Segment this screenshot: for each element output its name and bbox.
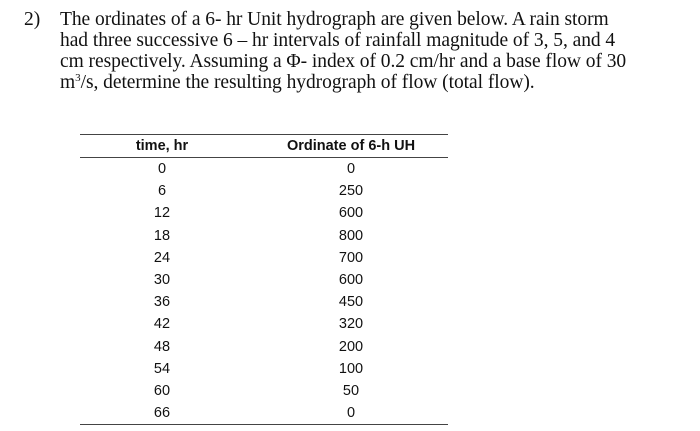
cell-time: 30: [153, 271, 171, 288]
table-row: [80, 159, 448, 181]
table-row: [80, 270, 448, 292]
table-bottom-rule: [80, 424, 448, 425]
cell-ordinate: 200: [338, 338, 364, 355]
problem-number: 2): [24, 9, 41, 30]
problem-line-4: [60, 72, 684, 93]
cell-ordinate: 100: [338, 360, 364, 377]
unit-base: m: [60, 72, 76, 93]
cell-time: 24: [153, 249, 171, 266]
cell-ordinate: 600: [338, 205, 364, 222]
table-row: [80, 403, 448, 425]
cell-time: 12: [153, 205, 171, 222]
cell-time: 66: [153, 405, 171, 422]
cell-ordinate: 50: [342, 382, 360, 399]
unit-exponent: 3: [75, 72, 81, 84]
table-row: [80, 292, 448, 314]
cell-time: 36: [153, 294, 171, 311]
cell-time: 6: [157, 183, 167, 200]
table-header-rule: [80, 157, 448, 158]
problem-line-2: had three successive 6 – hr intervals of rainfall magnitude of 3, 5, and 4: [60, 30, 616, 51]
cell-ordinate: 600: [338, 271, 364, 288]
cell-time: 54: [153, 360, 171, 377]
table-row: [80, 181, 448, 203]
problem-statement: [24, 9, 684, 93]
header-time: time, hr: [135, 138, 189, 154]
table-row: [80, 359, 448, 381]
cell-ordinate: 800: [338, 227, 364, 244]
table-row: [80, 314, 448, 336]
table-body: [80, 159, 448, 425]
cell-ordinate: 250: [338, 183, 364, 200]
table-top-rule: [80, 134, 448, 135]
cell-time: 42: [153, 316, 171, 333]
cell-ordinate: 320: [338, 316, 364, 333]
table-row: [80, 337, 448, 359]
cell-time: 60: [153, 382, 171, 399]
problem-text: [60, 9, 684, 93]
cell-ordinate: 0: [346, 405, 356, 422]
table-row: [80, 226, 448, 248]
cell-ordinate: 700: [338, 249, 364, 266]
cell-ordinate: 450: [338, 294, 364, 311]
cell-time: 18: [153, 227, 171, 244]
cell-time: 0: [157, 161, 167, 177]
table-row: [80, 381, 448, 403]
table-row: [80, 248, 448, 270]
table-row: [80, 203, 448, 225]
header-ordinate: Ordinate of 6-h UH: [286, 138, 416, 154]
problem-line-1: The ordinates of a 6- hr Unit hydrograph are given below. A rain storm: [60, 9, 609, 30]
problem-line-4-rest: /s, determine the resulting hydrograph of flow (total flow).: [80, 72, 535, 93]
problem-line-3: cm respectively. Assuming a Φ- index of 0.2 cm/hr and a base flow of 30: [60, 51, 627, 72]
cell-ordinate: 0: [346, 161, 356, 177]
cell-time: 48: [153, 338, 171, 355]
